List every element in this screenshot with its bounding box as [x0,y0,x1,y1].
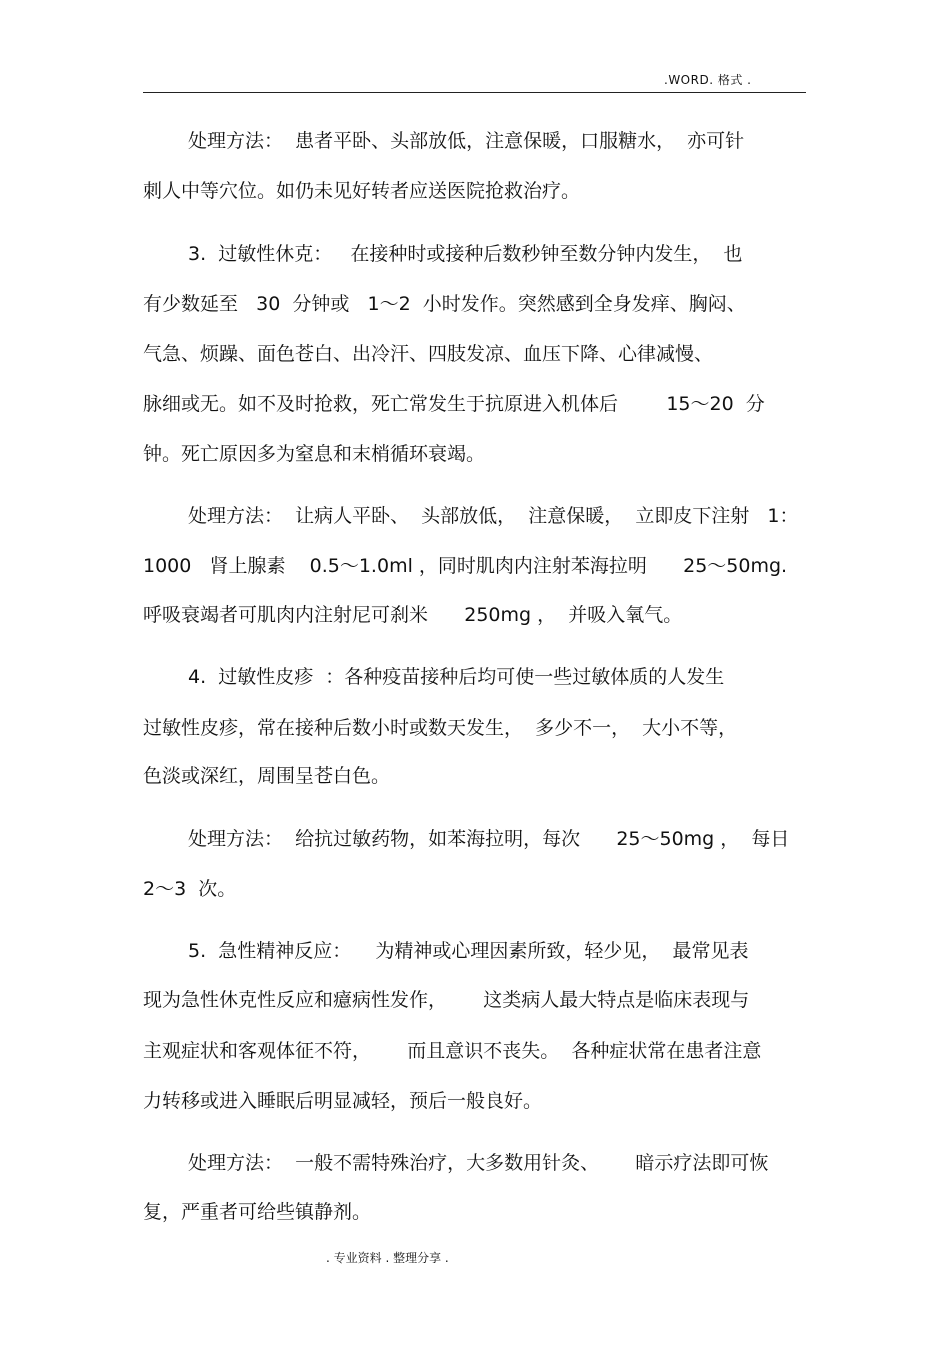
paragraph-line: 处理方法： 让病人平卧、 头部放低， 注意保暖， 立即皮下注射 1： [188,505,799,527]
paragraph-line: 呼吸衰竭者可肌肉内注射尼可刹米 250mg ， 并吸入氧气。 [143,604,683,626]
paragraph-line: 1000 肾上腺素 0.5～1.0ml ，同时肌肉内注射苯海拉明 25～50mg. [143,555,788,577]
page-footer: . 专业资料 . 整理分享 . [326,1251,449,1265]
paragraph-line: 处理方法： 一般不需特殊治疗，大多数用针灸、 暗示疗法即可恢 [188,1152,769,1174]
paragraph-line: 力转移或进入睡眠后明显减轻，预后一般良好。 [143,1090,543,1112]
page-header [143,72,806,93]
paragraph-line: 有少数延至 30 分钟或 1～2 小时发作。突然感到全身发痒、胸闷、 [143,293,746,315]
paragraph-line: 钟。死亡原因多为窒息和末梢循环衰竭。 [143,443,486,465]
paragraph-line: 主观症状和客观体征不符， 而且意识不丧失。 各种症状常在患者注意 [143,1040,762,1062]
paragraph-line: 5. 急性精神反应： 为精神或心理因素所致，轻少见， 最常见表 [188,940,749,962]
paragraph-line: 脉细或无。如不及时抢救，死亡常发生于抗原进入机体后 15～20 分 [143,393,765,415]
paragraph-line: 过敏性皮疹，常在接种后数小时或数天发生， 多少不一， 大小不等， [143,717,738,739]
paragraph-line: 2～3 次。 [143,878,237,900]
paragraph-line: 处理方法： 给抗过敏药物，如苯海拉明，每次 25～50mg ， 每日 [188,828,790,850]
paragraph-line: 复，严重者可给些镇静剂。 [143,1201,372,1223]
paragraph-line: 3. 过敏性休克： 在接种时或接种后数秒钟至数分钟内发生， 也 [188,243,743,265]
paragraph-line: 现为急性休克性反应和癔病性发作， 这类病人最大特点是临床表现与 [143,989,750,1011]
paragraph-line: 4. 过敏性皮疹 ：各种疫苗接种后均可使一些过敏体质的人发生 [188,666,725,688]
header-label: .WORD. 格式 . [664,73,752,87]
paragraph-line: 气急、烦躁、面色苍白、出冷汗、四肢发凉、血压下降、心律减慢、 [143,343,714,365]
paragraph-line: 刺人中等穴位。如仍未见好转者应送医院抢救治疗。 [143,180,581,202]
paragraph-line: 色淡或深红，周围呈苍白色。 [143,765,391,787]
paragraph-line: 处理方法： 患者平卧、头部放低，注意保暖，口服糖水， 亦可针 [188,130,745,152]
